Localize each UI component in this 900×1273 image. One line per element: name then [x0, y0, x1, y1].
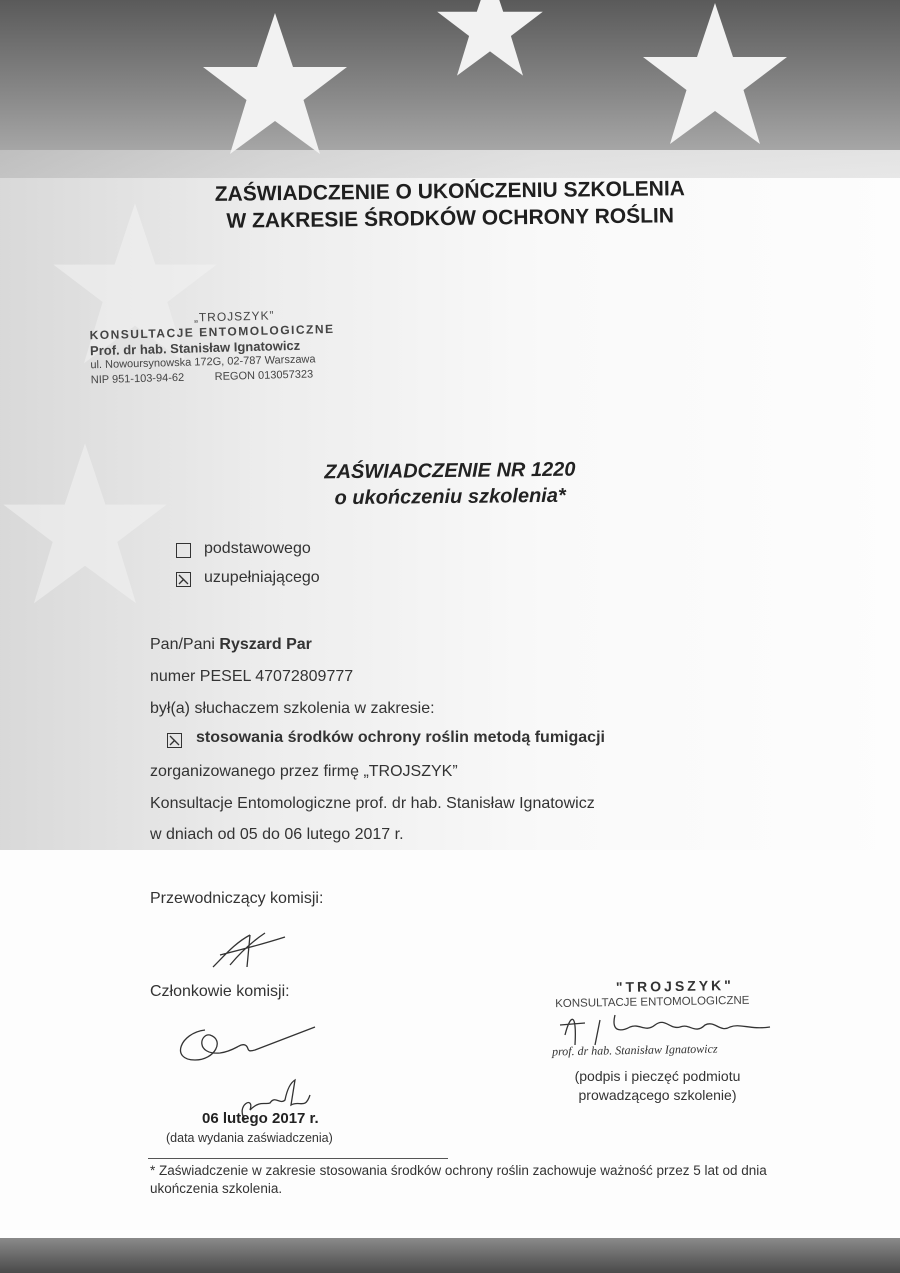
- pesel-label: numer PESEL: [150, 668, 251, 685]
- signature-caption-line-1: (podpis i pieczęć podmiotu: [574, 1068, 741, 1084]
- certificate-heading: [0, 453, 900, 514]
- stamp-bottom-subtitle: KONSULTACJE ENTOMOLOGICZNE: [555, 994, 750, 1011]
- chair-label: Przewodniczący komisji:: [150, 890, 324, 907]
- option-supplementary-label: uzupełniającego: [204, 569, 320, 586]
- document-title: [0, 173, 900, 238]
- stamp-bottom-company: "TROJSZYK": [615, 976, 734, 996]
- dates-line: w dniach od 05 do 06 lutego 2017 r.: [150, 826, 404, 843]
- checkbox-basic: [176, 543, 191, 558]
- stamp-bottom-owner: prof. dr hab. Stanisław Ignatowicz: [551, 1041, 718, 1059]
- signature-caption-line-2: prowadzącego szkolenie): [578, 1087, 737, 1103]
- title-line-2: W ZAKRESIE ŚRODKÓW OCHRONY ROŚLIN: [226, 204, 675, 233]
- issue-date-caption: (data wydania zaświadczenia): [166, 1131, 333, 1145]
- stamp-tax-ids: NIP 951-103-94-62 REGON 013057323: [90, 368, 314, 387]
- stamp-owner: Prof. dr hab. Stanisław Ignatowicz: [89, 337, 301, 359]
- checkbox-supplementary: [176, 572, 191, 587]
- training-scope: [196, 729, 605, 747]
- issue-date: 06 lutego 2017 r.: [202, 1110, 319, 1127]
- members-label: Członkowie komisji:: [150, 983, 290, 1000]
- footnote-divider: [148, 1158, 448, 1159]
- organizer-line: zorganizowanego przez firmę „TROJSZYK”: [150, 763, 458, 780]
- star-icon: [200, 10, 350, 160]
- organizer-stamp: [89, 307, 341, 389]
- option-basic-label: podstawowego: [204, 540, 311, 557]
- star-icon: [640, 0, 790, 150]
- training-scope-text: stosowania środków ochrony roślin metodą fumigacji: [196, 729, 605, 746]
- member-signature-1: [165, 1015, 325, 1075]
- organizer-line-2: Konsultacje Entomologiczne prof. dr hab. Stanisław Ignatowicz: [150, 795, 595, 812]
- stamp-address: ul. Nowoursynowska 172G, 02-787 Warszawa: [90, 353, 316, 372]
- signature-caption: [555, 1067, 760, 1105]
- title-line-1: ZAŚWIADCZENIE O UKOŃCZENIU SZKOLENIA: [214, 177, 686, 206]
- star-icon: [420, 0, 560, 80]
- person-name: Ryszard Par: [219, 636, 312, 653]
- chair-signature: [205, 925, 295, 975]
- eu-flag-background-bottom: [0, 1238, 900, 1273]
- pesel-line: [150, 668, 353, 686]
- person-prefix: Pan/Pani: [150, 636, 215, 653]
- footnote: * Zaświadczenie w zakresie stosowania środków ochrony roślin zachowuje ważność przez 5 lat od dnia ukończenia szkolenia.: [150, 1163, 767, 1196]
- stamp-company-name: „TROJSZYK”: [193, 308, 275, 325]
- stamp-company-subtitle: KONSULTACJE ENTOMOLOGICZNE: [89, 321, 335, 343]
- checkbox-scope: [167, 733, 182, 748]
- listener-line: był(a) słuchaczem szkolenia w zakresie:: [150, 700, 435, 717]
- certificate-subtitle: o ukończeniu szkolenia*: [334, 484, 566, 510]
- person-line: [150, 636, 312, 654]
- certificate-number: ZAŚWIADCZENIE NR 1220: [324, 458, 576, 484]
- pesel-number: 47072809777: [255, 668, 354, 685]
